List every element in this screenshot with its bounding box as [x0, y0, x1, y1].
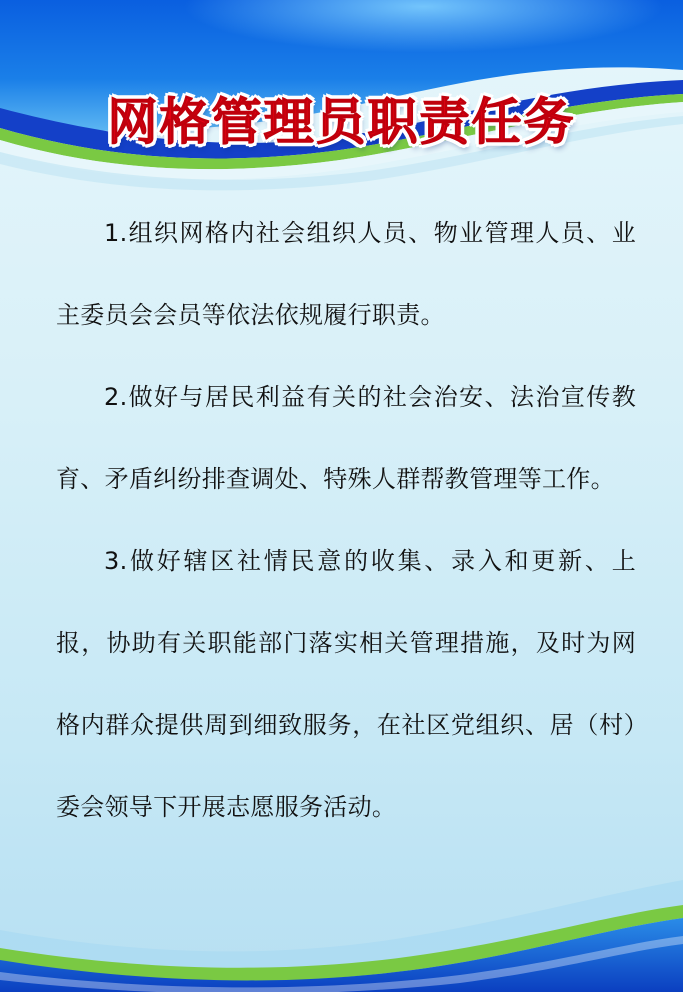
duty-item-3: 3.做好辖区社情民意的收集、录入和更新、上报，协助有关职能部门落实相关管理措施，及时为网格内群众提供周到细致服务，在社区党组织、居（村）委会领导下开展志愿服务活动。: [56, 547, 636, 821]
page-title: 网格管理员职责任务: [107, 93, 576, 151]
duty-item-2: 2.做好与居民利益有关的社会治安、法治宣传教育、矛盾纠纷排查调处、特殊人群帮教管理等工作。: [56, 383, 636, 493]
duty-item-1: 1.组织网格内社会组织人员、物业管理人员、业主委员会会员等依法依规履行职责。: [56, 219, 636, 329]
duties-list: [56, 192, 636, 848]
